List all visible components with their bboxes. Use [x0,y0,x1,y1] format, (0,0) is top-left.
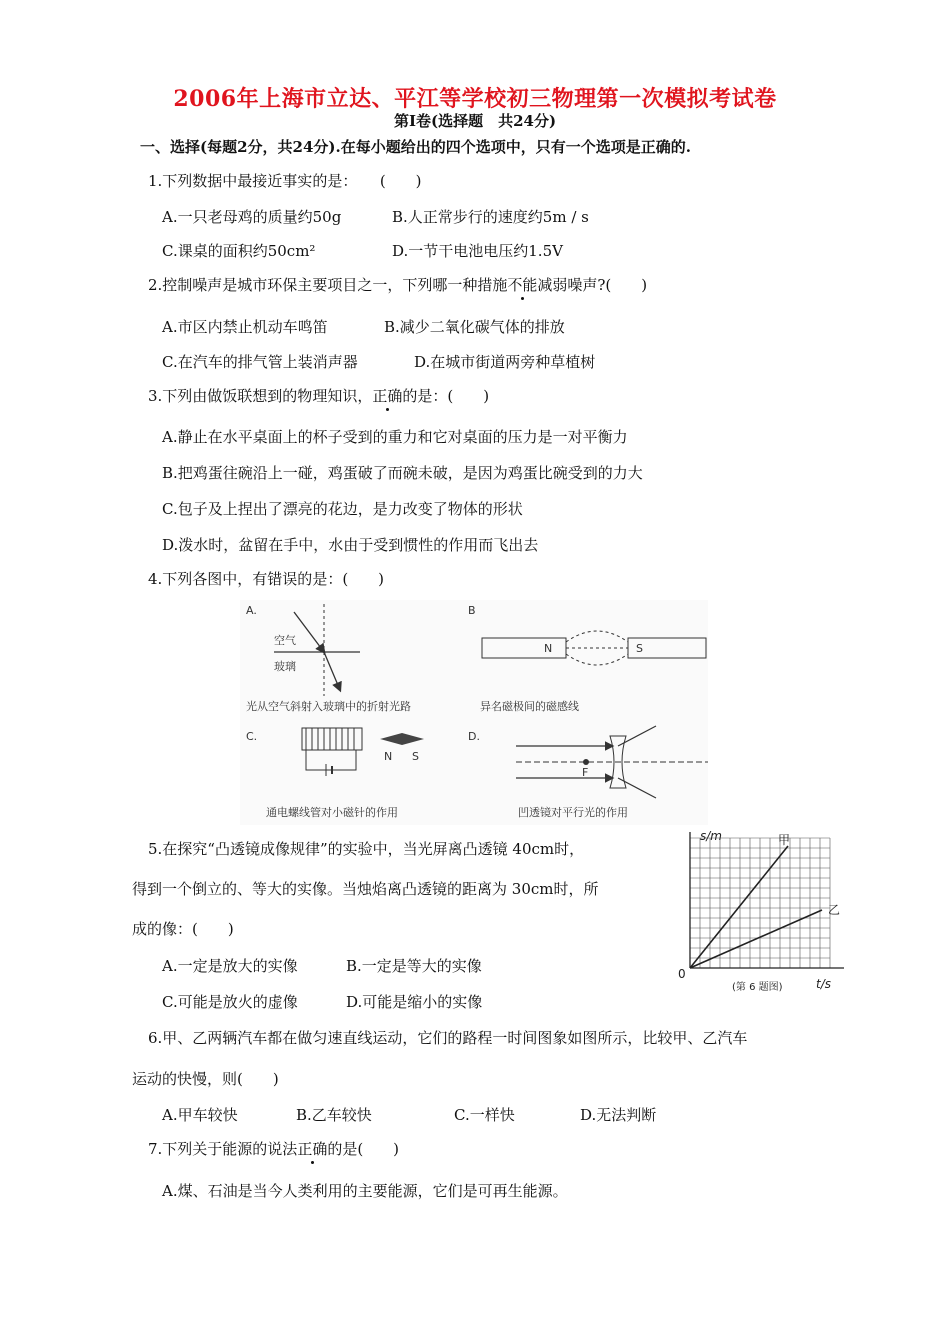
q2-emphasis: 不能 [507,276,538,294]
q4-figure [240,600,708,825]
fig-b-field-line-bottom [566,654,628,665]
question-5-line-1: 5.在探究“凸透镜成像规律”的实验中，当光屏离凸透镜 40cm时， [148,840,585,858]
question-6-line-2: 运动的快慢，则( ) [132,1070,279,1088]
q4-diagrams [240,600,708,825]
part-subtitle: 第Ⅰ卷(选择题 共24分) [393,112,557,130]
fig-a-air-label: 空气 [274,634,296,647]
q7-option-a: A.煤、石油是当今人类利用的主要能源，它们是可再生能源。 [162,1182,568,1200]
fig-a-caption: 光从空气斜射入玻璃中的折射光路 [246,700,411,713]
fig-a-refracted-ray [324,652,340,690]
q1-option-c: C.课桌的面积约50cm² [162,242,316,260]
fig-c-solenoid [302,728,362,750]
st-graph-label-jia: 甲 [778,833,791,847]
q2-stem-start: 2.控制噪声是城市环保主要项目之一，下列哪一种措施 [148,276,508,294]
st-graph-caption: (第 6 题图) [732,982,783,993]
q1-option-a: A.一只老母鸡的质量约50g [162,208,342,226]
st-graph [672,826,852,994]
question-1: 1.下列数据中最接近事实的是： ( ) [148,172,422,190]
q1-option-b: B.人正常步行的速度约5m / s [392,208,589,226]
q2-option-d: D.在城市街道两旁种草植树 [414,353,596,371]
q6-option-b: B.乙车较快 [296,1106,372,1124]
q5-option-a: A.一定是放大的实像 [162,957,298,975]
st-graph-y-label: s/m [700,829,722,843]
question-6-line-1: 6.甲、乙两辆汽车都在做匀速直线运动，它们的路程一时间图象如图所示，比较甲、乙汽车 [148,1029,748,1047]
question-5-line-2: 得到一个倒立的、等大的实像。当烛焰离凸透镜的距离为 30cm时，所 [132,880,599,898]
q5-option-b: B.一定是等大的实像 [346,957,482,975]
q2-option-b: B.减少二氧化碳气体的排放 [384,318,565,336]
fig-b-s-label: S [636,642,643,655]
fig-d-focus-point [583,759,589,765]
q6-option-d: D.无法判断 [580,1106,657,1124]
q3-emphasis: 正确 [372,387,403,405]
q6-option-c: C.一样快 [454,1106,515,1124]
q3-option-a: A.静止在水平桌面上的杯子受到的重力和它对桌面的压力是一对平衡力 [162,428,628,446]
q6-option-a: A.甲车较快 [162,1106,238,1124]
st-graph-x-label: t/s [816,977,831,991]
fig-b-letter: B [468,604,476,617]
q2-stem-end: 减弱噪声?( ) [537,276,648,294]
question-4: 4.下列各图中，有错误的是：( ) [148,570,385,588]
fig-c-caption: 通电螺线管对小磁针的作用 [266,806,398,819]
q5-option-c: C.可能是放火的虚像 [162,993,298,1011]
fig-b-n-label: N [544,642,553,655]
fig-b-magnet-n [482,638,566,658]
question-2 [148,274,647,295]
st-graph-grid [690,838,830,968]
question-3 [148,385,489,406]
q3-stem-start: 3.下列由做饭联想到的物理知识， [148,387,373,405]
st-graph-svg [672,826,852,994]
fig-d-letter: D. [468,730,480,743]
fig-c-coil [306,728,354,750]
fig-a-glass-label: 玻璃 [274,660,296,673]
q3-option-b: B.把鸡蛋往碗沿上一碰，鸡蛋破了而碗未破，是因为鸡蛋比碗受到的力大 [162,464,643,482]
fig-c-n-label: N [384,750,393,763]
q7-emphasis: 正确 [297,1140,328,1158]
q1-option-d: D.一节干电池电压约1.5V [392,242,563,260]
question-7 [148,1138,399,1159]
q3-stem-end: 的是：( ) [402,387,490,405]
q3-option-d: D.泼水时，盆留在手中，水由于受到惯性的作用而飞出去 [162,536,539,554]
fig-c-compass-needle [380,733,424,745]
q7-stem-start: 7.下列关于能源的说法 [148,1140,298,1158]
fig-b-field-line-top [566,631,628,642]
fig-d-caption: 凹透镜对平行光的作用 [518,806,628,819]
fig-b-caption: 异名磁极间的磁感线 [480,700,579,713]
fig-a-incident-ray [294,612,324,652]
fig-c-letter: C. [246,730,258,743]
section-heading: 一、选择(每题2分，共24分).在每小题给出的四个选项中，只有一个选项是正确的. [140,138,691,156]
st-graph-label-yi: 乙 [828,903,841,917]
fig-c-s-label: S [412,750,419,763]
q2-option-a: A.市区内禁止机动车鸣笛 [162,318,328,336]
st-graph-line-jia [690,846,788,968]
q7-stem-end: 的是( ) [327,1140,400,1158]
question-5-line-3: 成的像：( ) [132,920,234,938]
q5-option-d: D.可能是缩小的实像 [346,993,483,1011]
q3-option-c: C.包子及上捏出了漂亮的花边，是力改变了物体的形状 [162,500,523,518]
st-graph-origin: 0 [678,967,686,981]
fig-d-f-label: F [582,766,589,779]
exam-title: 2006年上海市立达、平江等学校初三物理第一次模拟考试卷 [173,86,777,112]
fig-a-letter: A. [246,604,257,617]
q2-option-c: C.在汽车的排气管上装消声器 [162,353,358,371]
